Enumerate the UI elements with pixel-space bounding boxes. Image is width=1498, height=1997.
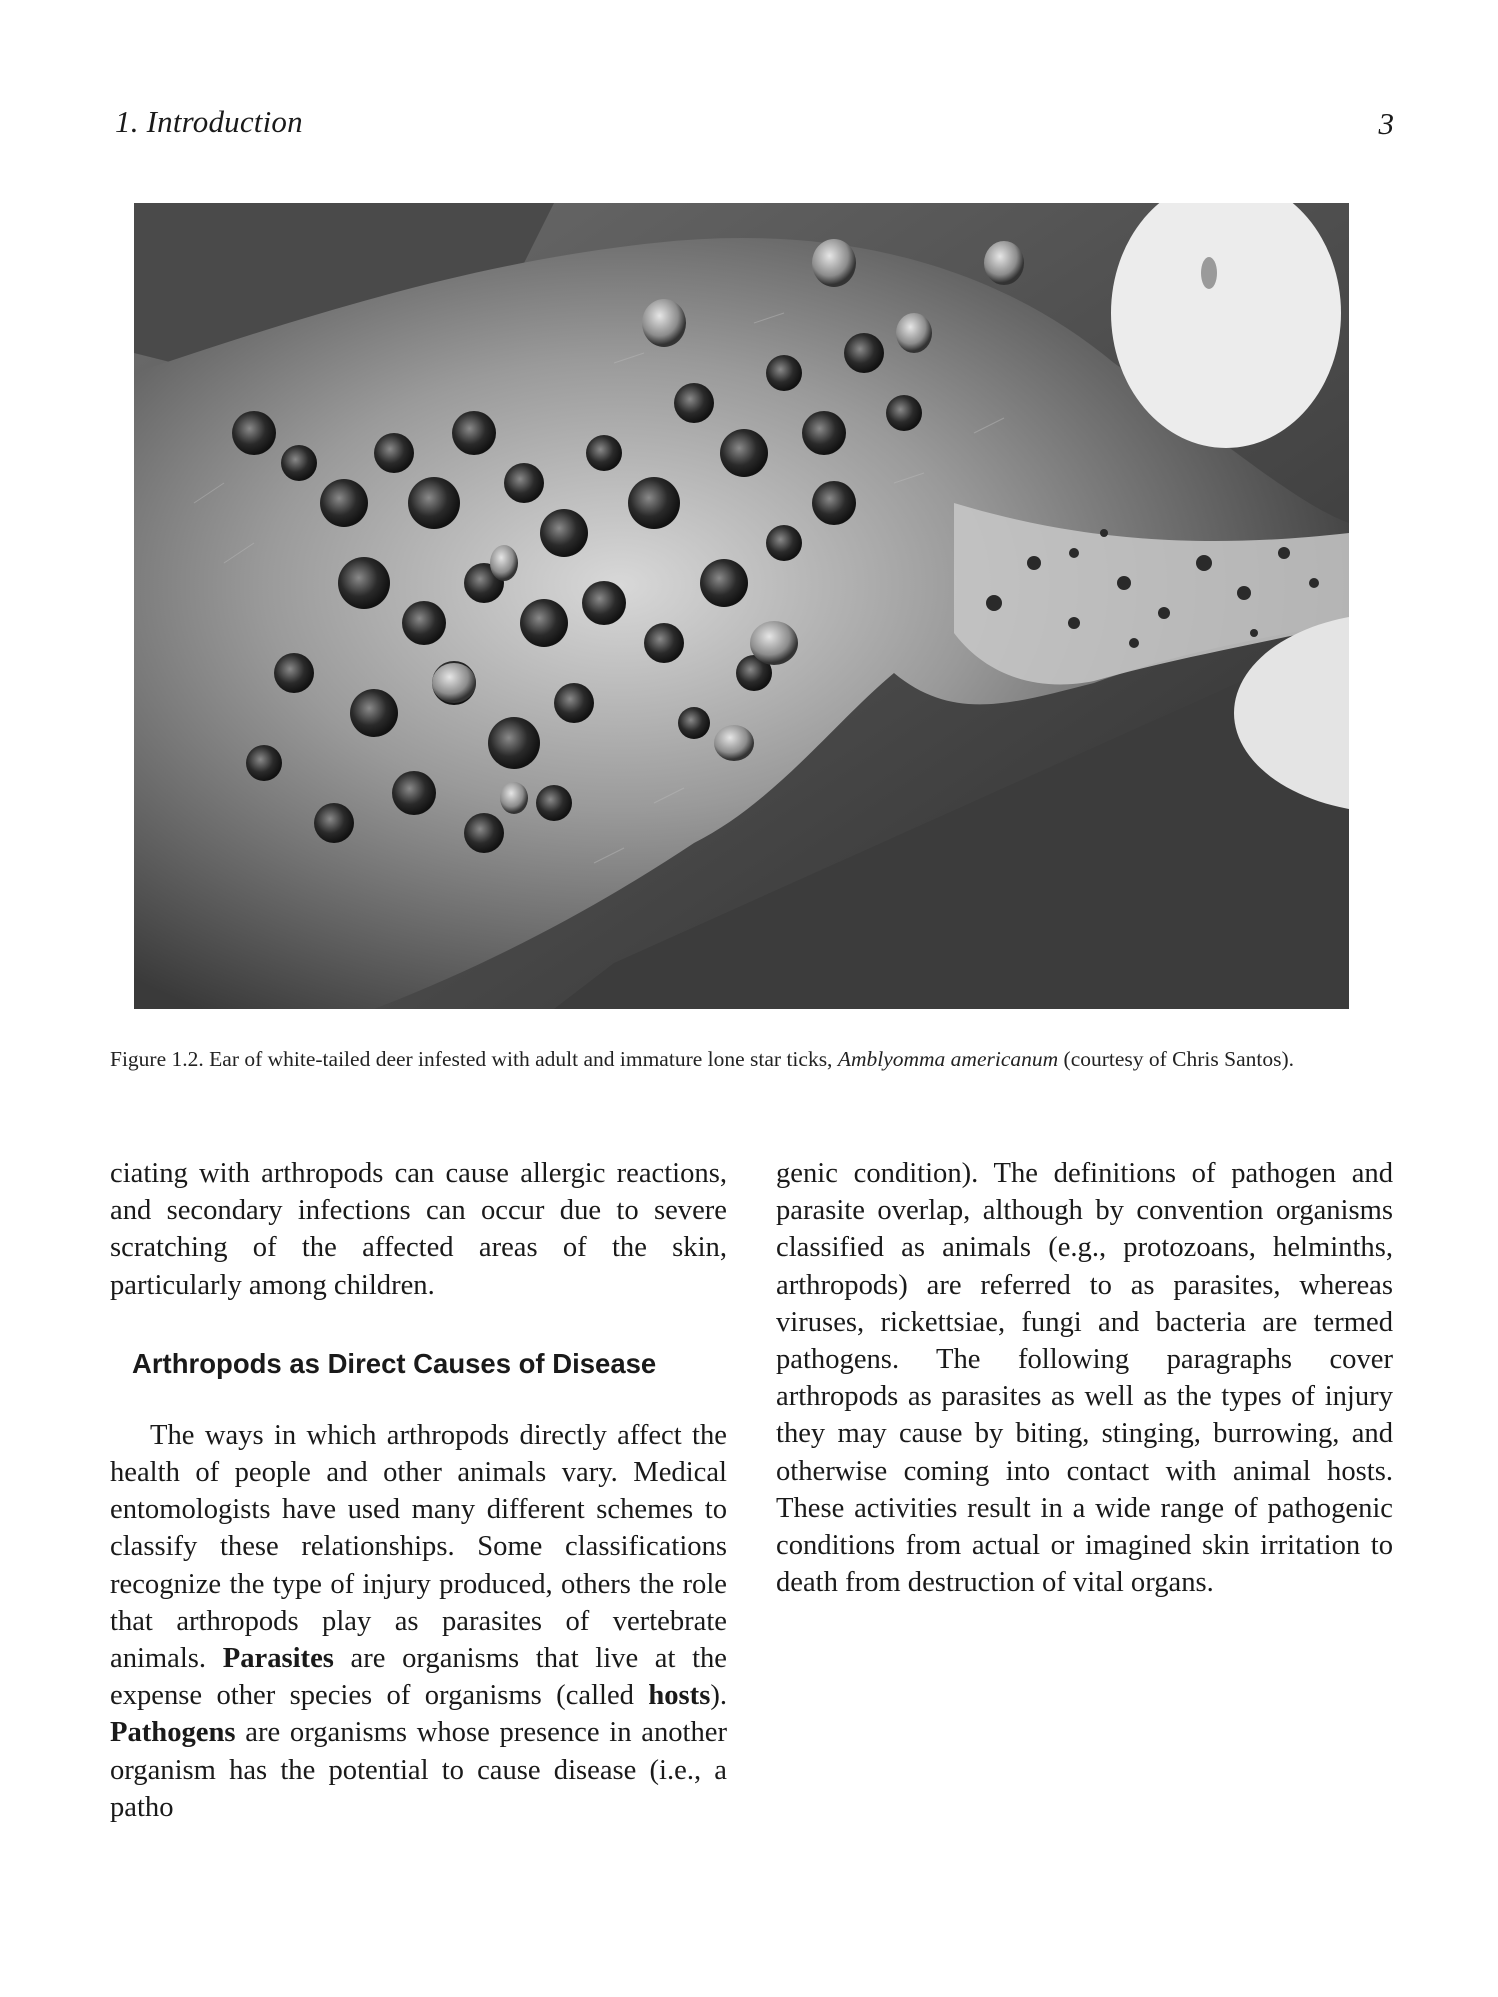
section-heading: Arthropods as Direct Causes of Disease [132,1347,657,1379]
caption-text: Ear of white-tailed deer infested with adult and immature lone star ticks, [209,1047,838,1071]
paragraph-text: are organisms whose presence in another organism has the potential to cause disease (i.e., a patho [110,1717,727,1823]
right-paragraph: genic condition). The definitions of pathogen and parasite overlap, although by convention organisms classified as animals (e.g., protozoans, helminths, arthropods) are referred to as parasites, whereas viruses, rickettsiae, fungi and bacteria are termed pathogens. The following paragraphs cover arthropods as parasites as well as the types of injury they may cause by biting, stinging, burrowing, and otherwise coming into contact with animal hosts. These activities result in a wide range of pathogenic conditions from actual or imagined skin irritation to death from destruction of vital organs. [776,1158,1393,1599]
term-pathogens: Pathogens [110,1717,236,1749]
running-head: 1. Introduction [115,104,303,139]
paragraph-text: are organisms that live at the expense other species of organisms (called [110,1643,727,1712]
right-column [776,1155,1393,1601]
photo-illustration [134,203,1349,1009]
term-hosts: hosts [648,1680,711,1712]
page-number: 3 [1378,106,1394,141]
term-parasites: Parasites [222,1643,334,1675]
caption-species-name: Amblyomma americanum [837,1047,1059,1071]
paragraph-text: The ways in which arthropods directly affect the health of people and other animals vary. Medical entomologists have used many different schemes to classify these relationships. Some classifications recognize the type of injury produced, others the role that arthropods play as parasites of vertebrate animals. [110,1419,727,1675]
left-column [110,1155,727,1826]
left-paragraph-continued: ciating with arthropods can cause allergic reactions, and secondary infections can occur due to severe scratching of the affected areas of the skin, particularly among children. [110,1158,727,1301]
left-paragraph-direct-causes [110,1417,727,1826]
figure-photo-deer-ear-ticks [134,203,1349,1009]
paragraph-text: ). [710,1680,727,1712]
figure-label: Figure 1.2. [110,1047,204,1071]
figure-caption [110,1045,1400,1074]
caption-credit: (courtesy of Chris Santos). [1058,1047,1295,1071]
